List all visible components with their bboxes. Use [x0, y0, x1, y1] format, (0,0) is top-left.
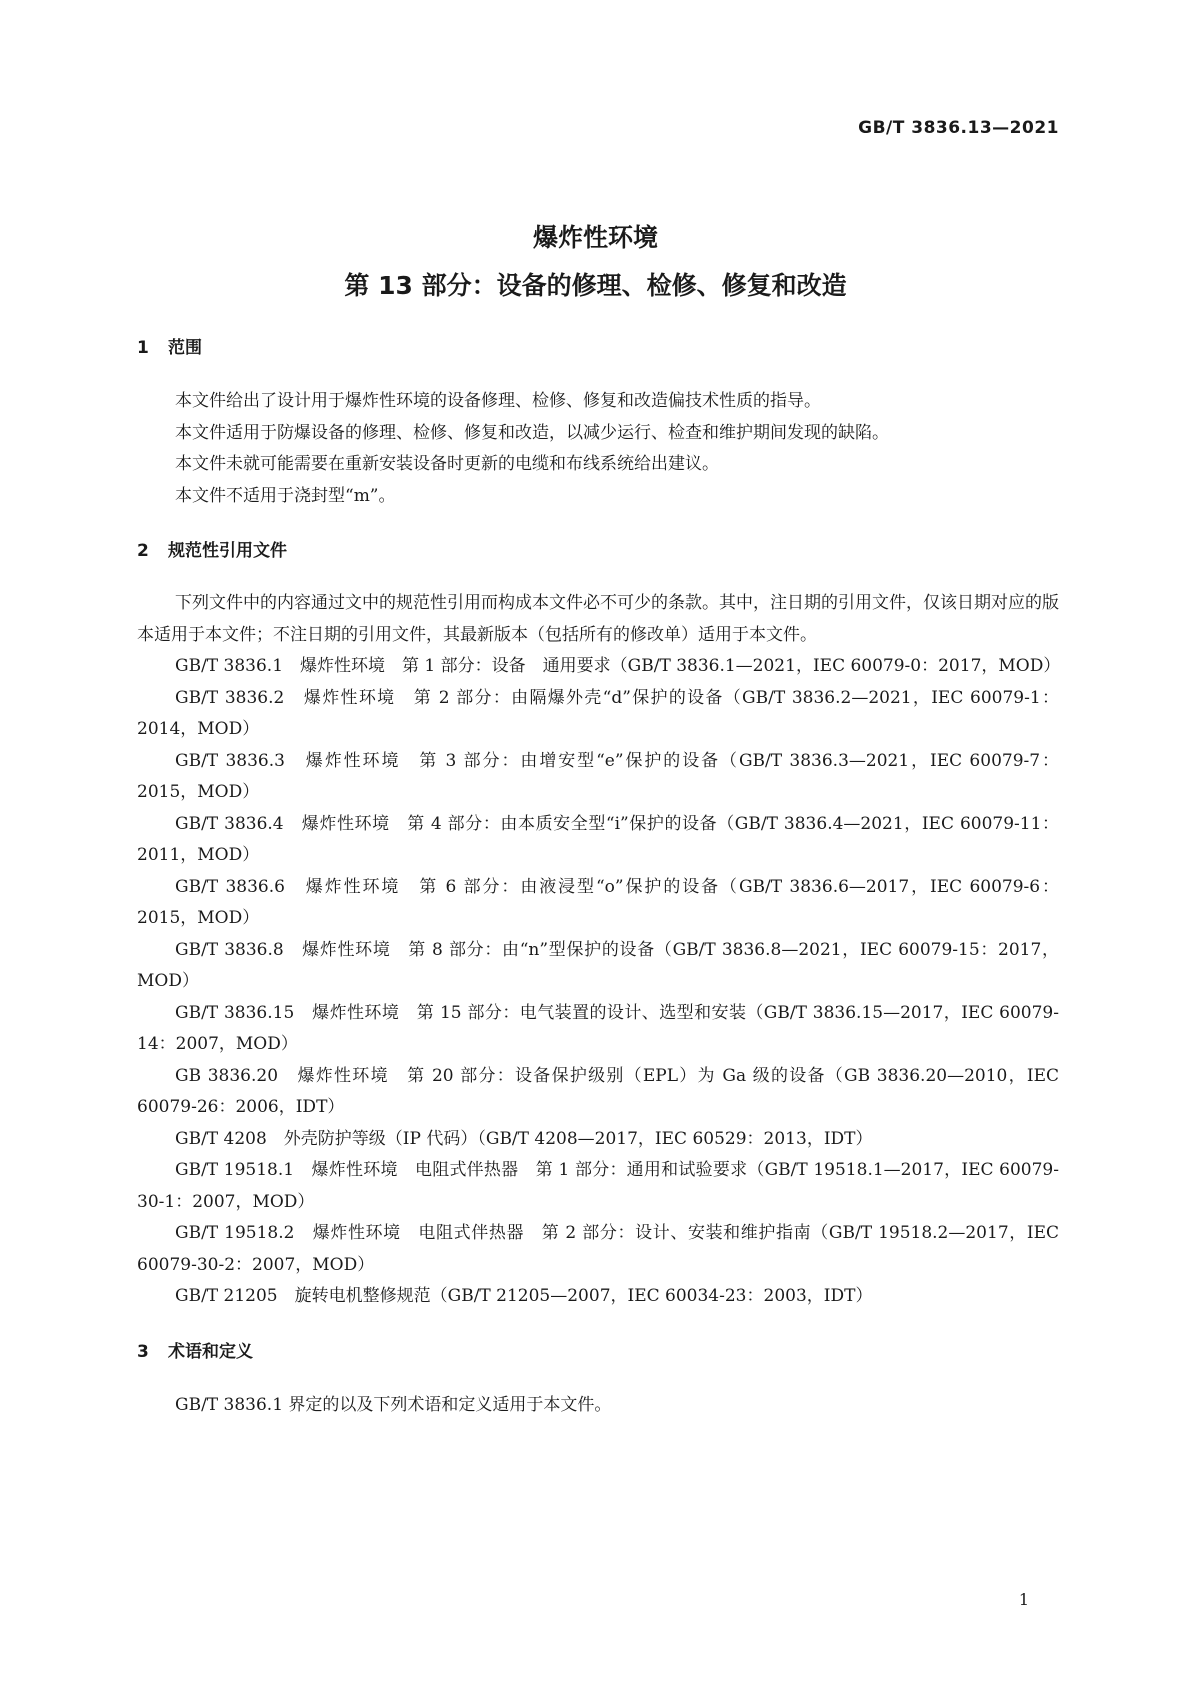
reference-item: GB 3836.20 爆炸性环境 第 20 部分：设备保护级别（EPL）为 Ga 级的设备（GB 3836.20—2010，IEC 60079-26：2006，IDT）	[137, 1065, 1059, 1117]
paragraph: 本文件适用于防爆设备的修理、检修、修复和改造，以减少运行、检查和维护期间发现的缺陷。	[175, 422, 889, 443]
paragraph: 本文件给出了设计用于爆炸性环境的设备修理、检修、修复和改造偏技术性质的指导。	[175, 391, 821, 411]
section-number: 2	[137, 541, 149, 561]
paragraph: GB/T 3836.1 界定的以及下列术语和定义适用于本文件。	[175, 1395, 612, 1415]
reference-item: GB/T 3836.6 爆炸性环境 第 6 部分：由液浸型“o”保护的设备（GB/T 3836.6—2017，IEC 60079-6：2015，MOD）	[137, 876, 1059, 928]
section-3-body	[137, 1390, 1059, 1422]
section-1-body	[137, 386, 1059, 512]
section-title: 术语和定义	[168, 1342, 253, 1362]
reference-item: GB/T 3836.15 爆炸性环境 第 15 部分：电气装置的设计、选型和安装（GB/T 3836.15—2017，IEC 60079-14：2007，MOD）	[137, 1002, 1059, 1054]
section-3-heading	[137, 1337, 253, 1362]
document-subtitle: 第 13 部分：设备的修理、检修、修复和改造	[344, 271, 847, 300]
document-title: 爆炸性环境	[532, 223, 658, 252]
page-number: 1	[1018, 1590, 1029, 1609]
reference-item: GB/T 3836.1 爆炸性环境 第 1 部分：设备 通用要求（GB/T 3836.1—2021，IEC 60079-0：2017，MOD）	[175, 656, 1061, 676]
paragraph: 本文件不适用于浇封型“m”。	[175, 485, 396, 506]
section-1-heading	[137, 333, 202, 358]
section-2-body	[137, 588, 1059, 1313]
reference-item: GB/T 3836.2 爆炸性环境 第 2 部分：由隔爆外壳“d”保护的设备（GB/T 3836.2—2021，IEC 60079-1：2014，MOD）	[137, 687, 1059, 739]
section-title: 范围	[168, 338, 202, 358]
section-number: 3	[137, 1342, 149, 1362]
standard-number: GB/T 3836.13—2021	[858, 118, 1059, 138]
paragraph: 下列文件中的内容通过文中的规范性引用而构成本文件必不可少的条款。其中，注日期的引用文件，仅该日期对应的版本适用于本文件；不注日期的引用文件，其最新版本（包括所有的修改单）适用于本文件。	[137, 593, 1059, 645]
section-title: 规范性引用文件	[168, 541, 287, 561]
reference-item: GB/T 4208 外壳防护等级（IP 代码）（GB/T 4208—2017，IEC 60529：2013，IDT）	[175, 1128, 873, 1149]
reference-item: GB/T 19518.1 爆炸性环境 电阻式伴热器 第 1 部分：通用和试验要求（GB/T 19518.1—2017，IEC 60079-30-1：2007，MOD）	[137, 1160, 1059, 1212]
section-2-heading	[137, 536, 287, 561]
reference-item: GB/T 19518.2 爆炸性环境 电阻式伴热器 第 2 部分：设计、安装和维护指南（GB/T 19518.2—2017，IEC 60079-30-2：2007，MOD）	[137, 1223, 1059, 1275]
section-number: 1	[137, 338, 149, 358]
reference-item: GB/T 21205 旋转电机整修规范（GB/T 21205—2007，IEC 60034-23：2003，IDT）	[175, 1286, 873, 1306]
paragraph: 本文件未就可能需要在重新安装设备时更新的电缆和布线系统给出建议。	[175, 454, 719, 474]
reference-item: GB/T 3836.4 爆炸性环境 第 4 部分：由本质安全型“i”保护的设备（GB/T 3836.4—2021，IEC 60079-11：2011，MOD）	[137, 813, 1059, 865]
reference-item: GB/T 3836.3 爆炸性环境 第 3 部分：由增安型“e”保护的设备（GB/T 3836.3—2021，IEC 60079-7：2015，MOD）	[137, 750, 1059, 802]
reference-item: GB/T 3836.8 爆炸性环境 第 8 部分：由“n”型保护的设备（GB/T 3836.8—2021，IEC 60079-15：2017，MOD）	[137, 939, 1059, 991]
